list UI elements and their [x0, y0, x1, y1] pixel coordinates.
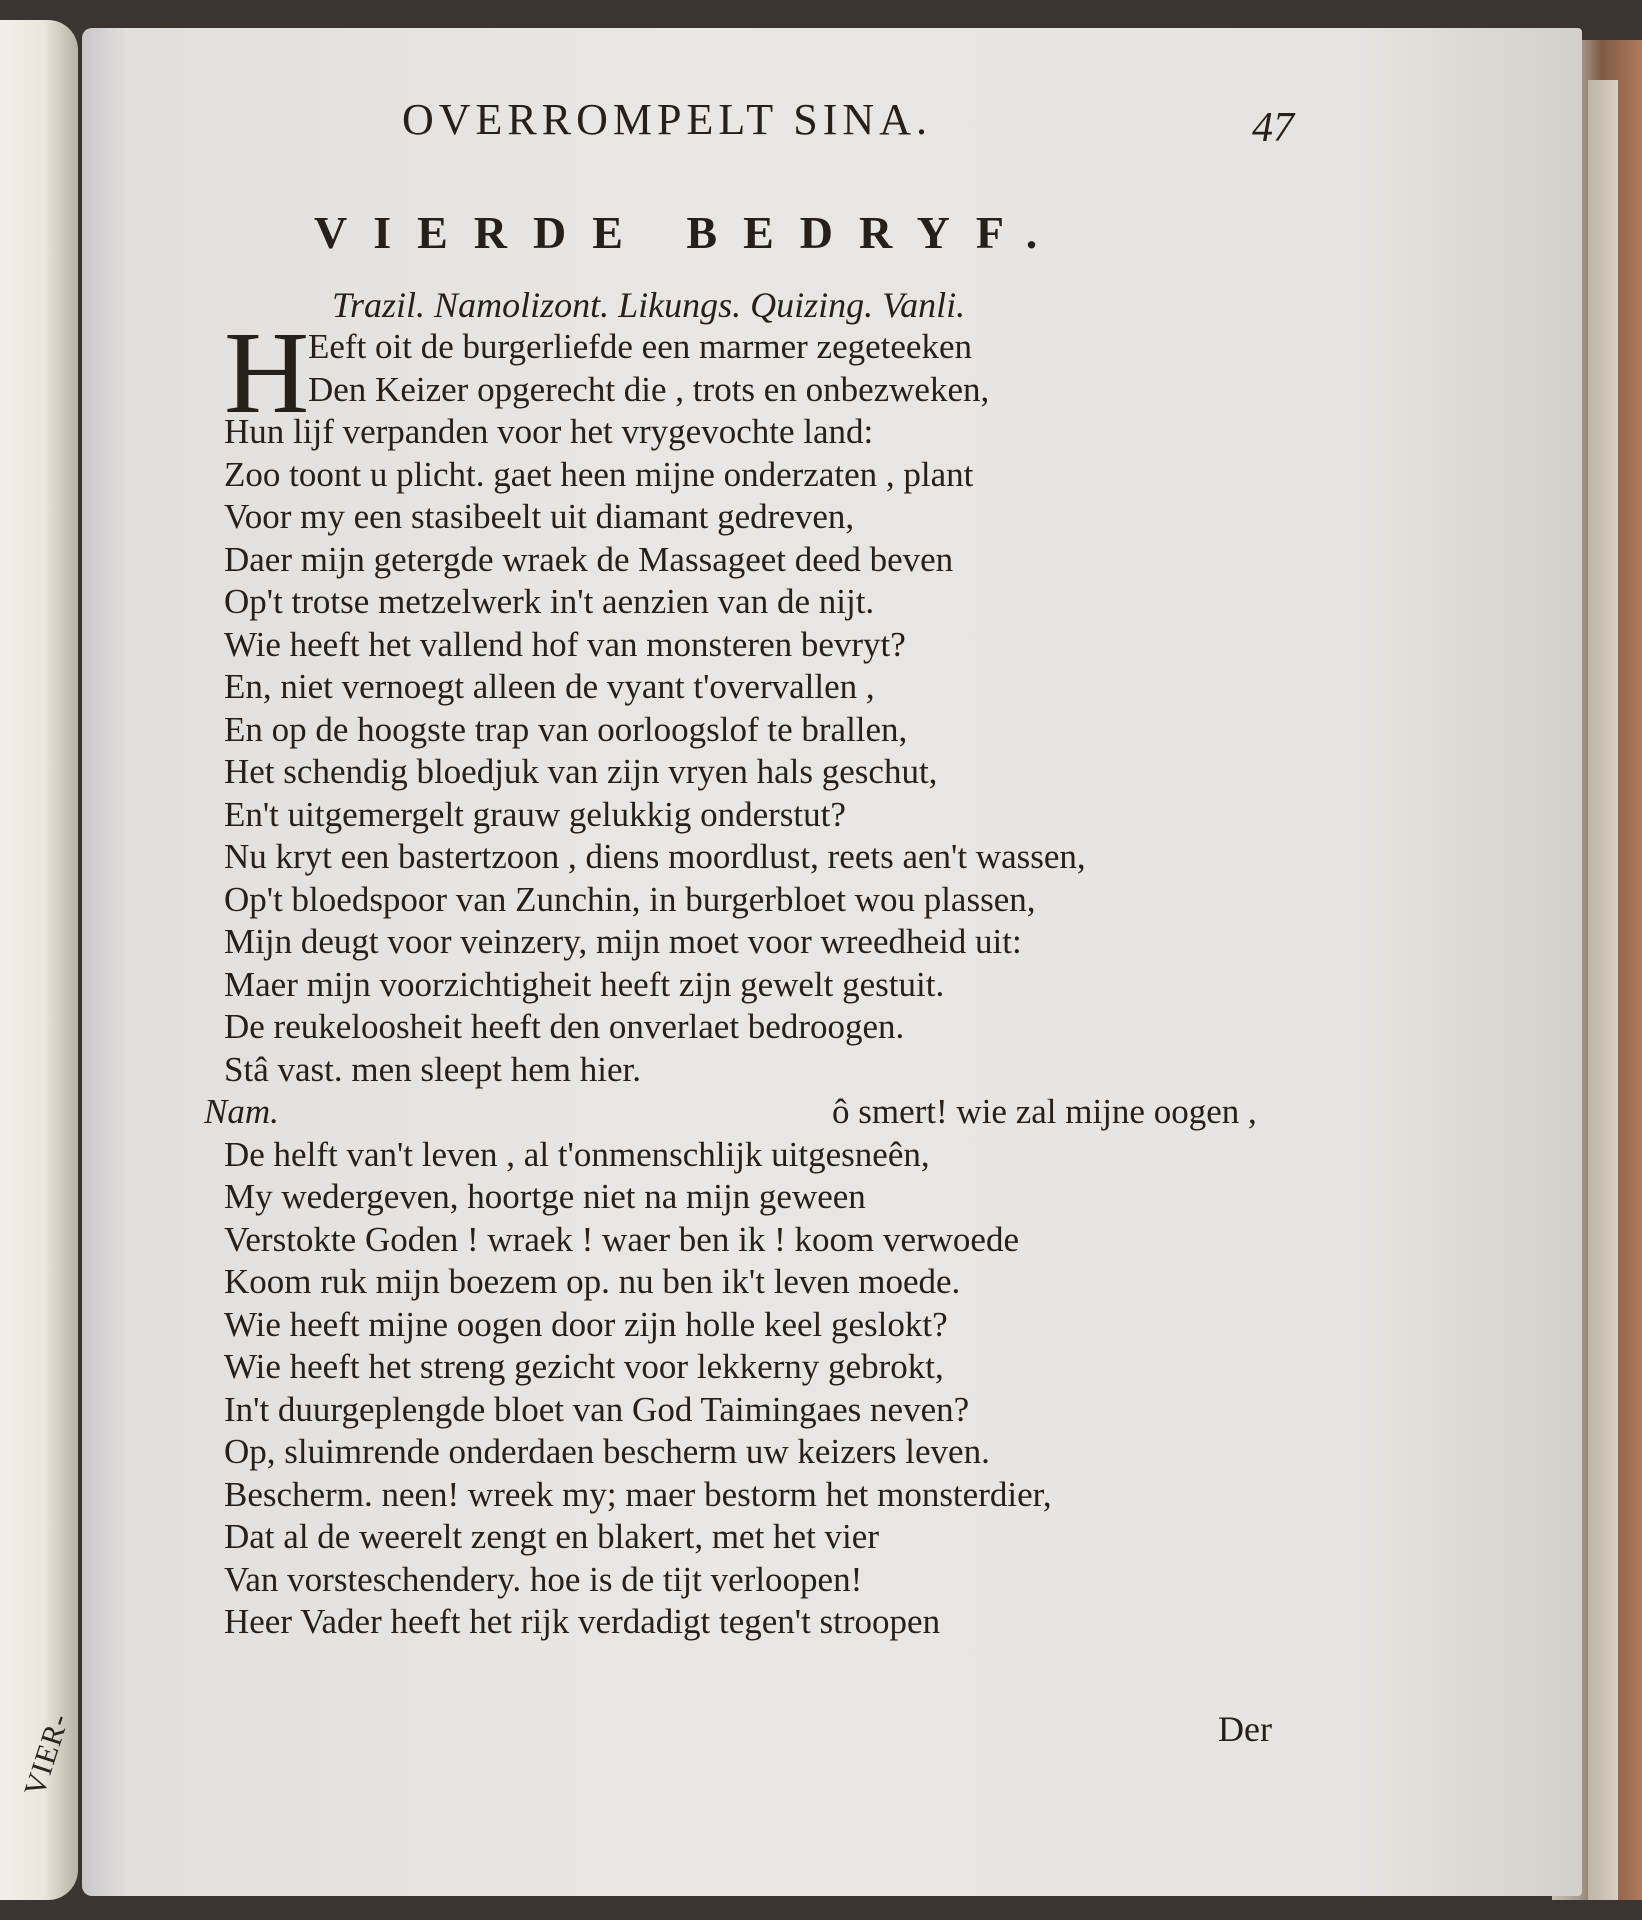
verse-line: En, niet vernoegt alleen de vyant t'overvallen ,	[224, 667, 875, 706]
verse-line: En't uitgemergelt grauw gelukkig onderstut?	[224, 794, 846, 834]
act-title: VIERDE BEDRYF.	[314, 207, 1064, 258]
catchword: Der	[1218, 1709, 1272, 1749]
cast-list: Trazil. Namolizont. Likungs. Quizing. Vanli.	[332, 285, 966, 325]
speaker-line: ô smert! wie zal mijne oogen ,	[832, 1092, 1257, 1131]
verse-line: Wie heeft het streng gezicht voor lekkerny gebrokt,	[224, 1347, 944, 1386]
running-title: OVERROMPELT SINA.	[402, 95, 932, 144]
verse-line: Mijn deugt voor veinzery, mijn moet voor wreedheid uit:	[224, 922, 1022, 961]
verse-line: Koom ruk mijn boezem op. nu ben ik't leven moede.	[224, 1262, 961, 1301]
verse-line: Nu kryt een bastertzoon , diens moordlust, reets aen't wassen,	[224, 837, 1086, 876]
verse-line: My wedergeven, hoortge niet na mijn geween	[224, 1177, 866, 1216]
verse-line: In't duurgeplengde bloet van God Taimingaes neven?	[224, 1389, 970, 1429]
verse-line: Op't trotse metzelwerk in't aenzien van de nijt.	[224, 582, 875, 621]
speaker-name: Nam.	[204, 1092, 279, 1131]
verse-line: Dat al de weerelt zengt en blakert, met het vier	[224, 1517, 879, 1556]
verse-line: Wie heeft het vallend hof van monsteren bevryt?	[224, 624, 906, 664]
verse-line: Het schendig bloedjuk van zijn vryen hals geschut,	[224, 752, 938, 791]
verse-line: En op de hoogste trap van oorloogslof te brallen,	[224, 709, 908, 749]
verse-line: Bescherm. neen! wreek my; maer bestorm het monsterdier,	[224, 1474, 1052, 1514]
verse-line: Maer mijn voorzichtigheit heeft zijn gewelt gestuit.	[224, 964, 945, 1004]
verse-line: De reukeloosheit heeft den onverlaet bedroogen.	[224, 1007, 905, 1046]
verse-line: Verstokte Goden ! wraek ! waer ben ik ! koom verwoede	[224, 1219, 1019, 1259]
drop-capital: H	[224, 307, 310, 438]
verse-line: Voor my een stasibeelt uit diamant gedreven,	[224, 497, 855, 536]
verse-line: Stâ vast. men sleept hem hier.	[224, 1049, 641, 1089]
verse-line: Op't bloedspoor van Zunchin, in burgerbloet wou plassen,	[224, 879, 1036, 919]
facing-page-catchword: VIER-	[18, 1709, 76, 1801]
verse-line: Hun lijf verpanden voor het vrygevochte land:	[224, 412, 874, 451]
verse-line: Daer mijn getergde wraek de Massageet deed beven	[224, 539, 954, 579]
book-page	[82, 28, 1582, 1896]
facing-page-edge	[0, 20, 78, 1900]
verse-line: Zoo toont u plicht. gaet heen mijne onderzaten , plant	[224, 454, 974, 494]
verse-line: Heer Vader heeft het rijk verdadigt tegen't stroopen	[224, 1602, 941, 1641]
verse-line: Eeft oit de burgerliefde een marmer zegeteeken	[308, 327, 972, 366]
verse-line: Wie heeft mijne oogen door zijn holle keel geslokt?	[224, 1304, 948, 1344]
verse-text	[204, 307, 1374, 1644]
verse-line: Den Keizer opgerecht die , trots en onbezweken,	[308, 369, 990, 409]
verse-line: Van vorsteschendery. hoe is de tijt verloopen!	[224, 1559, 863, 1599]
page-number: 47	[1252, 105, 1294, 151]
speaker-row	[204, 1091, 1374, 1134]
verse-line: De helft van't leven , al t'onmenschlijk uitgesneên,	[224, 1134, 930, 1174]
verse-line: Op, sluimrende onderdaen bescherm uw keizers leven.	[224, 1432, 990, 1471]
